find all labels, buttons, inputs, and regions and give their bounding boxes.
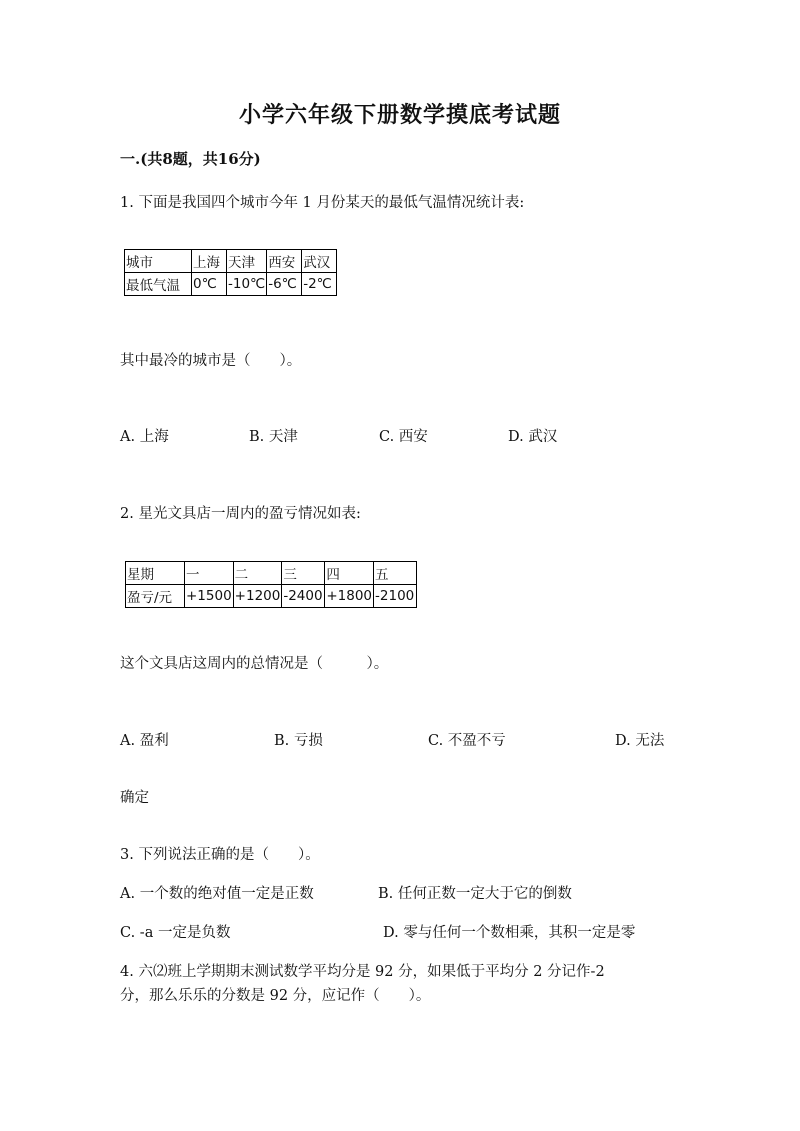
table-cell: 0℃	[192, 273, 227, 296]
table-cell: 上海	[192, 250, 227, 273]
option-a: A. 一个数的绝对值一定是正数	[120, 886, 314, 902]
option-b: B. 天津	[249, 429, 298, 445]
option-c: C. -a 一定是负数	[120, 925, 231, 941]
table-cell: 三	[282, 562, 325, 585]
table-cell: -2℃	[302, 273, 337, 296]
table-cell: 二	[233, 562, 282, 585]
option-c: C. 不盈不亏	[428, 733, 506, 749]
option-b: B. 亏损	[274, 733, 323, 749]
table-cell: +1800	[325, 585, 374, 608]
table-cell: +1500	[185, 585, 234, 608]
option-a: A. 上海	[120, 429, 169, 445]
table-row	[126, 585, 417, 608]
option-c: C. 西安	[379, 429, 428, 445]
table-cell: 一	[185, 562, 234, 585]
table-cell: 城市	[125, 250, 192, 273]
table-cell: 四	[325, 562, 374, 585]
option-d: D. 零与任何一个数相乘，其积一定是零	[383, 925, 636, 941]
question-2-stem: 2. 星光文具店一周内的盈亏情况如表:	[120, 506, 361, 522]
table-cell: 星期	[126, 562, 185, 585]
table-row	[125, 250, 337, 273]
table-cell: -10℃	[227, 273, 267, 296]
table-cell: 最低气温	[125, 273, 192, 296]
question-3-stem: 3. 下列说法正确的是（ ）。	[120, 847, 320, 863]
table-row	[125, 273, 337, 296]
question-1-prompt: 其中最冷的城市是（ ）。	[120, 353, 302, 369]
table-cell: -6℃	[267, 273, 302, 296]
table-cell: 西安	[267, 250, 302, 273]
table-cell: -2100	[374, 585, 417, 608]
option-d: D. 无法	[615, 733, 665, 749]
option-d-continuation: 确定	[120, 790, 149, 806]
question-4-line-1: 4. 六⑵班上学期期末测试数学平均分是 92 分，如果低于平均分 2 分记作-2	[120, 964, 605, 980]
question-2-prompt: 这个文具店这周内的总情况是（ ）。	[120, 656, 389, 672]
question-4-line-2: 分，那么乐乐的分数是 92 分，应记作（ ）。	[120, 988, 431, 1004]
table-cell: 盈亏/元	[126, 585, 185, 608]
table-cell: -2400	[282, 585, 325, 608]
question-1-stem: 1. 下面是我国四个城市今年 1 月份某天的最低气温情况统计表:	[120, 195, 525, 211]
table-cell: +1200	[233, 585, 282, 608]
table-cell: 天津	[227, 250, 267, 273]
option-d: D. 武汉	[508, 429, 558, 445]
profit-loss-table	[125, 561, 417, 608]
option-a: A. 盈利	[120, 733, 169, 749]
table-cell: 武汉	[302, 250, 337, 273]
option-b: B. 任何正数一定大于它的倒数	[378, 886, 572, 902]
table-cell: 五	[374, 562, 417, 585]
table-row	[126, 562, 417, 585]
section-heading: 一.(共8题，共16分)	[120, 150, 261, 168]
page-title: 小学六年级下册数学摸底考试题	[238, 102, 561, 128]
temperature-table	[124, 249, 337, 296]
